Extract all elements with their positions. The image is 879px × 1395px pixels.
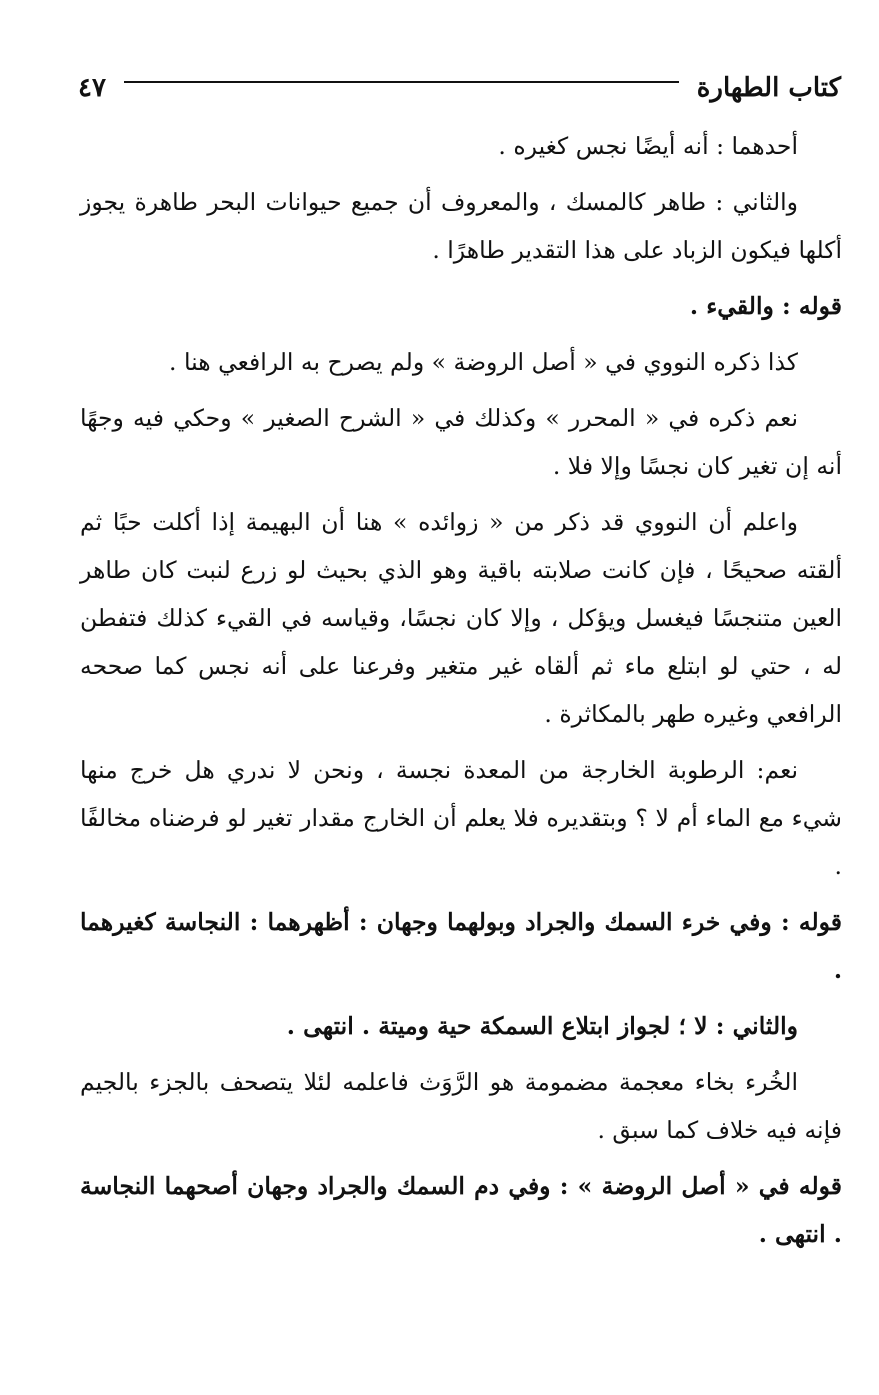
paragraph: كذا ذكره النووي في « أصل الروضة » ولم يصرح به الرافعي هنا . [169, 348, 798, 376]
quoted-heading: قوله في « أصل الروضة » : وفي دم السمك والجراد وجهان أصحهما النجاسة . انتهى . [80, 1172, 842, 1248]
paragraph: واعلم أن النووي قد ذكر من « زوائده » هنا أن البهيمة إذا أكلت حبًا ثم ألقته صحيحًا ، فإن كانت صلابته باقية وهو الذي بحيث لو زرع لنبت كان طاهر العين متنجسًا فيغسل ويؤكل ، وإلا كان نجسًا، وقياسه في القيء كذلك فتفطن له ، حتي لو ابتلع ماء ثم ألقاه غير متغير وفرعنا على أنه نجس كما صححه الرافعي وغيره طهر بالمكاثرة . [80, 508, 842, 728]
paragraph: الخُرء بخاء معجمة مضمومة هو الرَّوَث فاعلمه لئلا يتصحف بالجزء بالجيم فإنه فيه خلاف كما سبق . [80, 1068, 842, 1144]
page-body [80, 122, 842, 1266]
paragraph: نعم: الرطوبة الخارجة من المعدة نجسة ، ونحن لا ندري هل خرج منها شيء مع الماء أم لا ؟ وبتقديره فلا يعلم أن الخارج مقدار تغير لو فرضناه مخالفًا . [80, 756, 842, 880]
page-header [78, 70, 841, 106]
paragraph: نعم ذكره في « المحرر » وكذلك في « الشرح الصغير » وحكي فيه وجهًا أنه إن تغير كان نجسًا وإلا فلا . [80, 404, 842, 480]
paragraph: والثاني : طاهر كالمسك ، والمعروف أن جميع حيوانات البحر طاهرة يجوز أكلها فيكون الزباد على هذا التقدير طاهرًا . [80, 188, 842, 264]
quoted-heading: قوله : وفي خرء السمك والجراد وبولهما وجهان : أظهرهما : النجاسة كغيرهما . [80, 908, 842, 984]
paragraph: أحدهما : أنه أيضًا نجس كغيره . [498, 132, 798, 160]
running-title: كتاب الطهارة [696, 73, 841, 103]
quoted-heading: قوله : والقيء . [689, 292, 842, 320]
page-number: ٤٧ [78, 73, 106, 103]
quoted-continuation: والثاني : لا ؛ لجواز ابتلاع السمكة حية وميتة . انتهى . [286, 1012, 798, 1040]
header-rule [124, 81, 679, 83]
